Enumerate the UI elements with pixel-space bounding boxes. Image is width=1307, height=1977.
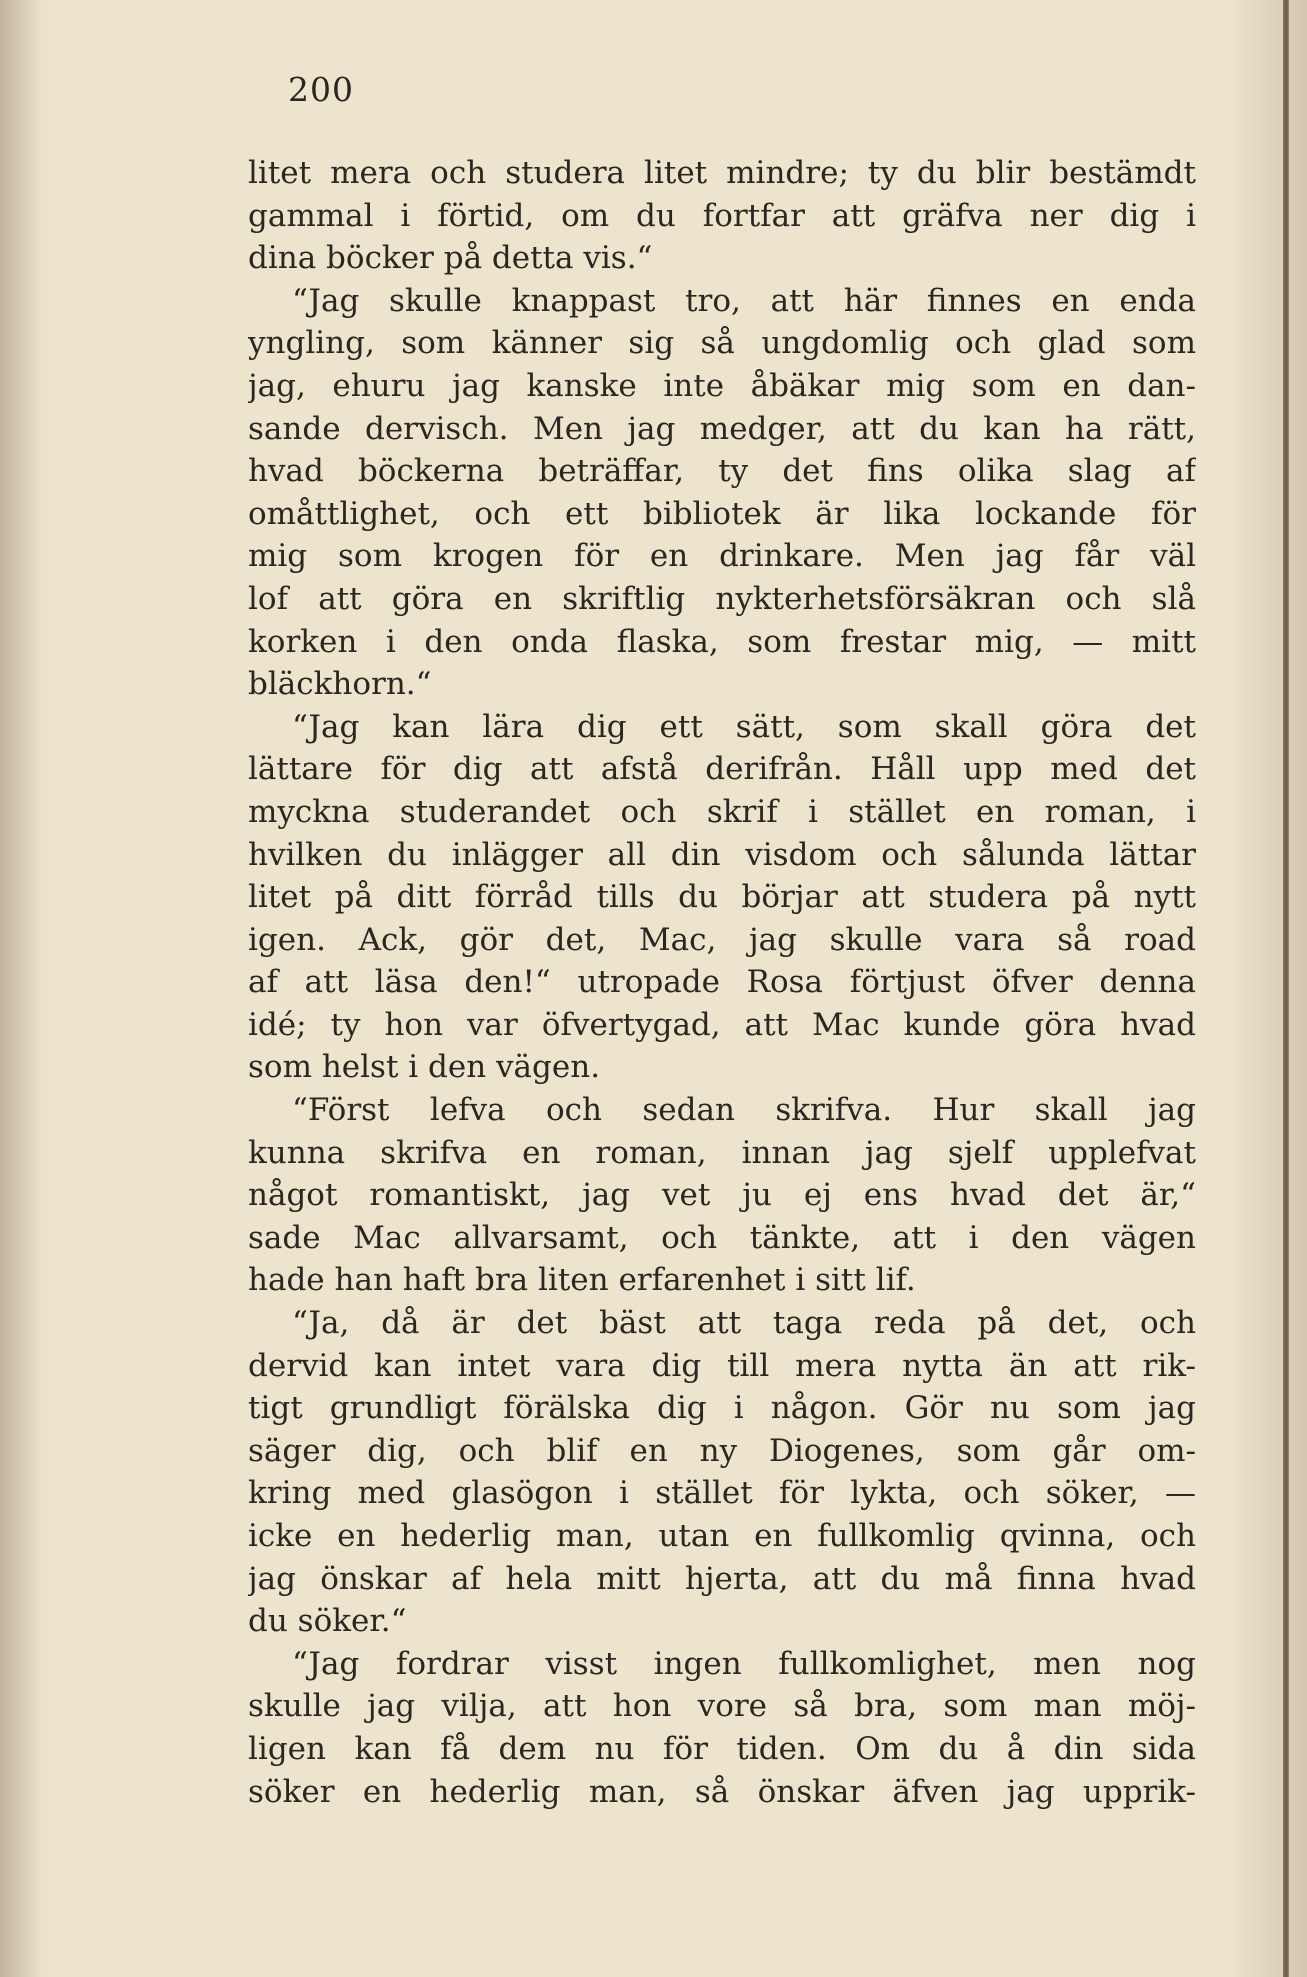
text-line: hvilken du inlägger all din visdom och sålunda lättar	[248, 836, 1196, 873]
text-line: hade han haft bra liten erfarenhet i sitt lif.	[248, 1262, 916, 1299]
text-line: säger dig, och blif en ny Diogenes, som går om-	[248, 1432, 1196, 1469]
text-line: dervid kan intet vara dig till mera nytta än att rik-	[248, 1347, 1196, 1384]
text-line: korken i den onda flaska, som frestar mig, — mitt	[248, 623, 1196, 660]
text-line: dina böcker på detta vis.“	[248, 240, 653, 277]
text-line: sade Mac allvarsamt, och tänkte, att i den vägen	[248, 1219, 1196, 1256]
text-line: bläckhorn.“	[248, 666, 432, 703]
text-line: “Först lefva och sedan skrifva. Hur skall jag	[292, 1092, 1196, 1129]
text-line: igen. Ack, gör det, Mac, jag skulle vara så road	[248, 921, 1196, 958]
text-line: ligen kan få dem nu för tiden. Om du å din sida	[248, 1730, 1196, 1767]
text-line: litet på ditt förråd tills du börjar att studera på nytt	[248, 879, 1196, 916]
text-line: mig som krogen för en drinkare. Men jag får väl	[248, 538, 1196, 575]
text-line: något romantiskt, jag vet ju ej ens hvad det är,“	[248, 1177, 1196, 1214]
text-line: idé; ty hon var öfvertygad, att Mac kunde göra hvad	[248, 1006, 1196, 1043]
text-line: skulle jag vilja, att hon vore så bra, som man möj-	[248, 1688, 1196, 1725]
text-line: söker en hederlig man, så önskar äfven jag upprik-	[248, 1773, 1196, 1810]
text-line: jag önskar af hela mitt hjerta, att du må finna hvad	[248, 1560, 1196, 1597]
text-line: “Jag kan lära dig ett sätt, som skall göra det	[292, 708, 1196, 745]
text-line: sande dervisch. Men jag medger, att du kan ha rätt,	[248, 410, 1196, 447]
text-line: lättare för dig att afstå derifrån. Håll upp med det	[248, 751, 1196, 788]
page-number: 200	[288, 70, 354, 109]
binding-gutter	[1283, 0, 1289, 1977]
text-line: af att läsa den!“ utropade Rosa förtjust öfver denna	[248, 964, 1196, 1001]
text-line: gammal i förtid, om du fortfar att gräfva ner dig i	[248, 197, 1196, 234]
text-line: omåttlighet, och ett bibliotek är lika lockande för	[248, 495, 1196, 532]
text-line: jag, ehuru jag kanske inte åbäkar mig som en dan-	[248, 367, 1196, 404]
text-line: yngling, som känner sig så ungdomlig och glad som	[248, 325, 1196, 362]
text-line: “Jag fordrar visst ingen fullkomlighet, men nog	[292, 1645, 1196, 1682]
text-line: litet mera och studera litet mindre; ty du blir bestämdt	[248, 155, 1196, 191]
text-line: “Ja, då är det bäst att taga reda på det, och	[292, 1305, 1196, 1342]
text-line: kring med glasögon i stället för lykta, och söker, —	[248, 1475, 1196, 1512]
text-line: du söker.“	[248, 1603, 407, 1640]
text-line: lof att göra en skriftlig nykterhetsförsäkran och slå	[248, 580, 1196, 617]
text-line: myckna studerandet och skrif i stället en roman, i	[248, 793, 1196, 830]
body-text	[248, 152, 1196, 1813]
text-line: som helst i den vägen.	[248, 1049, 601, 1086]
text-line: kunna skrifva en roman, innan jag sjelf upplefvat	[248, 1134, 1196, 1171]
text-line: icke en hederlig man, utan en fullkomlig qvinna, och	[248, 1518, 1196, 1554]
text-line: tigt grundligt förälska dig i någon. Gör nu som jag	[248, 1390, 1196, 1427]
text-line: “Jag skulle knappast tro, att här finnes en enda	[292, 282, 1196, 319]
text-line: hvad böckerna beträffar, ty det fins olika slag af	[248, 453, 1196, 490]
page-edge-shadow	[0, 0, 40, 1977]
